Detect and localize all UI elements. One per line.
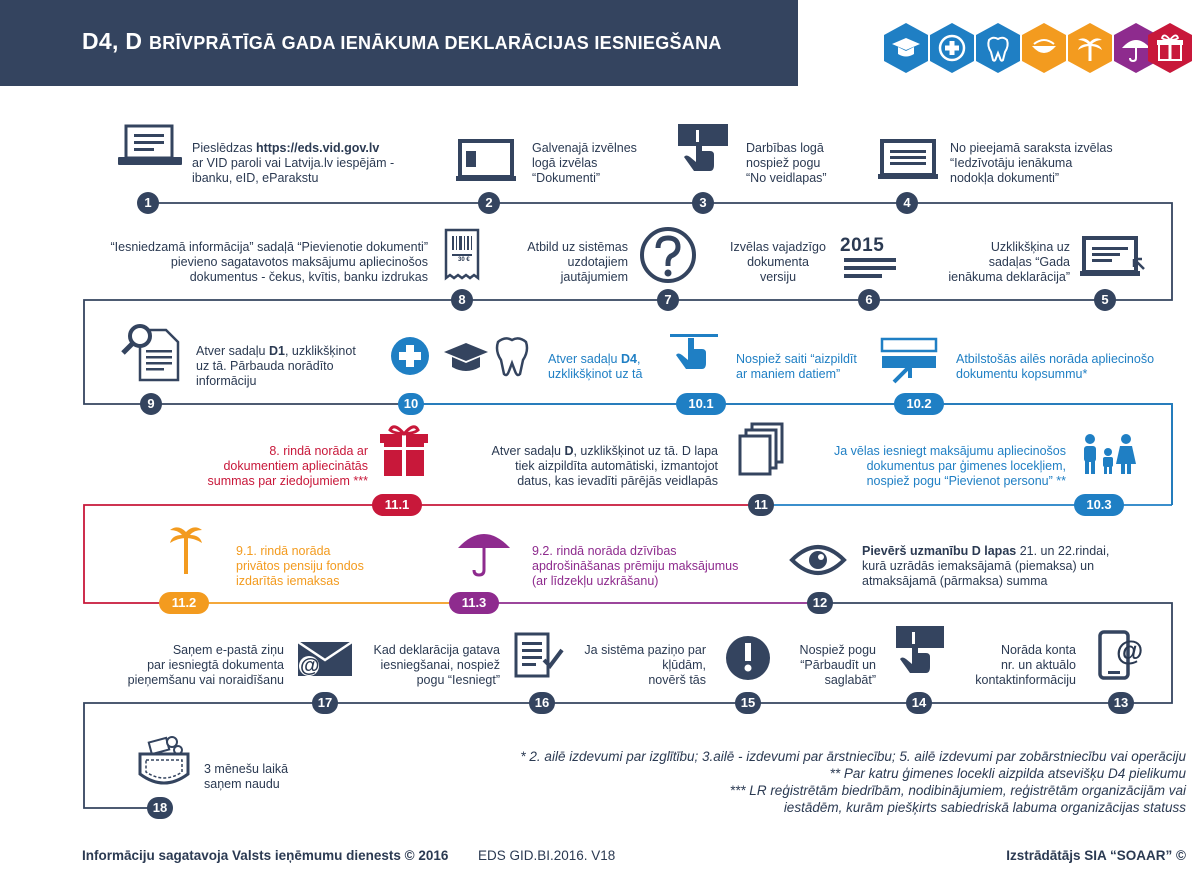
- pointing-hand-icon: [670, 334, 718, 369]
- step-11-3-text: [532, 544, 738, 589]
- at-sign: @: [1116, 635, 1144, 666]
- document-monitor-icon: [118, 126, 182, 165]
- button-press-icon: [678, 124, 728, 171]
- step-2-badge: 2: [478, 192, 500, 214]
- step-2-l2: logā izvēlas: [532, 156, 598, 170]
- step-11-l2: tiek aizpildīta automātiski, izmantojot: [515, 459, 718, 473]
- step-8-l3: dokumentus - čekus, kvītis, banku izdrukas: [189, 270, 428, 284]
- step-11-2-l1: 9.1. rindā norāda: [236, 544, 331, 558]
- footnotes: [486, 748, 1186, 816]
- step-4-l3: nodokļa dokumenti”: [950, 171, 1060, 185]
- footer-code: EDS GID.BI.2016. V18: [478, 848, 616, 863]
- step-12-text: [862, 544, 1109, 589]
- footer-developer: Izstrādātājs SIA “SOAAR” ©: [1006, 848, 1186, 863]
- step-10-3-l3: nospiež pogu “Pievienot personu” **: [866, 474, 1066, 488]
- step-10-badge: 10: [398, 393, 424, 415]
- step-3-l1: Darbības logā: [746, 141, 824, 155]
- eds-link[interactable]: https://eds.vid.gov.lv: [255, 141, 380, 155]
- step-13-badge: 13: [1108, 692, 1134, 714]
- step-7-l2: uzdotajiem: [567, 255, 628, 269]
- step-9-l3: informāciju: [196, 374, 257, 388]
- step-4-l1: No pieejamā saraksta izvēlas: [950, 141, 1113, 155]
- step-5-l1: Uzklikšķina uz: [990, 240, 1070, 254]
- graduation-cap-icon: [444, 343, 488, 371]
- step-16-l2: iesniegšanai, nospiež: [380, 658, 500, 672]
- magnifier-document-icon: [123, 326, 178, 380]
- step-1-l2: ar VID paroli vai Latvija.lv iespējām -: [192, 156, 395, 170]
- tooth-icon: [497, 338, 527, 375]
- step-6-l3: versiju: [759, 270, 797, 284]
- step-1-text: [192, 141, 394, 186]
- list-window-icon: [878, 141, 938, 179]
- step-16-l3: pogu “Iesniegt”: [416, 673, 500, 687]
- step-5-l2: sadaļas “Gada: [988, 255, 1070, 269]
- step-11-1-l2: dokumentiem apliecinātās: [223, 459, 368, 473]
- step-11-pre: Atver sadaļu: [491, 444, 565, 458]
- step-18-l2: saņem naudu: [204, 777, 280, 791]
- step-15-badge: 15: [735, 692, 761, 714]
- window-icon: [456, 141, 516, 181]
- step-11-bold: D: [564, 444, 574, 458]
- step-10-1-l1: Nospiež saiti “aizpildīt: [736, 352, 857, 366]
- step-18-l1: 3 mēnešu laikā: [204, 762, 289, 776]
- step-9-bold: D1: [268, 344, 285, 358]
- envelope-at-sign: @: [300, 655, 320, 677]
- step-14-l1: Nospiež pogu: [799, 643, 876, 657]
- year-icon: [844, 258, 896, 278]
- step-3-l3: “No veidlapas”: [746, 171, 827, 185]
- step-13-text: [975, 643, 1076, 688]
- footer-credit: Informāciju sagatavoja Valsts ieņēmumu dienests © 2016: [82, 848, 449, 863]
- step-2-l1: Galvenajā izvēlnes: [532, 141, 637, 155]
- step-12-badge: 12: [807, 592, 833, 614]
- step-10-post: ,: [636, 352, 641, 366]
- step-11-1-badge: 11.1: [372, 494, 422, 516]
- eye-icon: [792, 547, 844, 573]
- step-10-text: [548, 352, 642, 382]
- step-11-3-l2: apdrošināšanas prēmiju maksājumus: [532, 559, 739, 573]
- step-3-badge: 3: [692, 192, 714, 214]
- step-1-pre: Pieslēdzas: [192, 141, 256, 155]
- step-11-2-l3: izdarītās iemaksas: [236, 574, 340, 588]
- document-check-icon: [516, 634, 562, 676]
- step-11-post: , uzklikšķinot uz tā. D lapa: [573, 444, 718, 458]
- step-9-badge: 9: [140, 393, 162, 415]
- form-arrow-icon: [882, 339, 936, 382]
- step-11-badge: 11: [748, 494, 774, 516]
- step-2-l3: “Dokumenti”: [532, 171, 601, 185]
- step-10-1-l2: ar maniem datiem”: [736, 367, 841, 381]
- question-mark-icon: [642, 229, 694, 281]
- step-15-l1: Ja sistēma paziņo par: [584, 643, 706, 657]
- year-label: 2015: [840, 235, 885, 256]
- footnote-1: * 2. ailē izdevumi par izglītību; 3.ailē - izdevumi par ārstniecību; 5. ailē izdevumi par zobārstniecību vai operāciju: [520, 749, 1186, 764]
- step-4-l2: “Iedzīvotāju ienākuma: [950, 156, 1073, 170]
- step-12-l3: atmaksājamā (pārmaksa) summa: [862, 574, 1048, 588]
- step-5-text: [948, 240, 1070, 285]
- step-14-text: [800, 643, 876, 688]
- footnote-3a: *** LR reģistrētām biedrībām, nodibinājumiem, reģistrētām organizācijām vai: [729, 783, 1186, 798]
- step-11-2-text: [236, 544, 364, 589]
- step-11-3-l1: 9.2. rindā norāda dzīvības: [532, 544, 677, 558]
- step-13-l3: kontaktinformāciju: [975, 673, 1076, 687]
- flow-lines: [84, 203, 1172, 808]
- step-2-text: [532, 141, 637, 186]
- step-15-l2: kļūdām,: [662, 658, 706, 672]
- gift-icon: [380, 427, 428, 476]
- step-12-bold: Pievērš uzmanību D lapas: [862, 544, 1017, 558]
- step-11-1-text: [208, 444, 368, 489]
- step-7-badge: 7: [657, 289, 679, 311]
- step-12-l2: kurā uzrādās iemaksājamā (piemaksa) un: [862, 559, 1095, 573]
- step-5-l3: ienākuma deklarācija”: [948, 270, 1070, 284]
- step-4-badge: 4: [896, 192, 918, 214]
- step-10-2-l2: dokumentu kopsummu*: [956, 367, 1088, 381]
- step-11-l3: datus, kas ievadīti pārējās veidlapās: [517, 474, 718, 488]
- step-17-text: [128, 643, 284, 688]
- step-10-1-badge: 10.1: [676, 393, 726, 415]
- step-7-text: [527, 240, 628, 285]
- step-10-3-badge: 10.3: [1074, 494, 1124, 516]
- step-16-text: [374, 643, 500, 688]
- footnote-2: ** Par katru ģimenes locekli aizpilda atsevišķu D4 pielikumu: [829, 766, 1186, 781]
- step-10-2-l1: Atbilstošās ailēs norāda apliecinošo: [956, 352, 1155, 366]
- step-18-badge: 18: [147, 797, 173, 819]
- receipt-amount: 30 €: [458, 257, 470, 263]
- step-8-text: [110, 240, 428, 285]
- step-10-1-text: [736, 352, 857, 382]
- step-13-l2: nr. un aktuālo: [1000, 658, 1076, 672]
- step-11-2-l2: privātos pensiju fondos: [236, 559, 364, 573]
- step-6-l2: dokumenta: [747, 255, 809, 269]
- step-5-badge: 5: [1094, 289, 1116, 311]
- stacked-documents-icon: [740, 424, 782, 474]
- step-15-l3: novērš tās: [648, 673, 706, 687]
- step-8-l2: pievieno sagatavotos maksājumu apliecinošos: [170, 255, 428, 269]
- step-16-l1: Kad deklarācija gatava: [373, 643, 500, 657]
- step-11-2-badge: 11.2: [159, 592, 209, 614]
- step-9-text: [196, 344, 356, 389]
- step-15-text: [584, 643, 706, 688]
- step-11-text: [491, 444, 718, 489]
- umbrella-icon: [458, 534, 510, 575]
- step-10-3-text: [834, 444, 1066, 489]
- step-17-l2: par iesniegtā dokumenta: [147, 658, 284, 672]
- family-icon: [1084, 434, 1136, 474]
- step-7-l1: Atbild uz sistēmas: [527, 240, 628, 254]
- step-10-3-l1: Ja vēlas iesniegt maksājumu apliecinošos: [833, 444, 1066, 458]
- step-3-l2: nospiež pogu: [746, 156, 821, 170]
- step-17-badge: 17: [312, 692, 338, 714]
- step-4-text: [950, 141, 1113, 186]
- step-13-l1: Norāda konta: [1000, 643, 1076, 657]
- footnote-3b: iestādēm, kurām piešķirts sabiedriskā labuma organizācijas statuss: [783, 800, 1186, 815]
- step-17-l3: pieņemšanu vai noraidīšanu: [127, 673, 284, 687]
- step-9-l2: uz tā. Pārbauda norādīto: [196, 359, 334, 373]
- step-12-post: 21. un 22.rindai,: [1016, 544, 1110, 558]
- step-6-badge: 6: [858, 289, 880, 311]
- title-main: D4, D: [82, 28, 143, 54]
- step-8-badge: 8: [451, 289, 473, 311]
- pension-palm-icon: [170, 527, 202, 574]
- step-14-l3: saglabāt”: [824, 673, 876, 687]
- step-11-1-l1: 8. rindā norāda ar: [269, 444, 368, 458]
- step-10-pre: Atver sadaļu: [548, 352, 621, 366]
- step-10-2-text: [956, 352, 1154, 382]
- medical-cross-icon: [391, 337, 429, 375]
- step-16-badge: 16: [529, 692, 555, 714]
- step-14-l2: “Pārbaudīt un: [800, 658, 876, 672]
- step-10-l2: uzklikšķinot uz tā: [548, 367, 643, 381]
- step-10-2-badge: 10.2: [894, 393, 944, 415]
- step-17-l1: Saņem e-pastā ziņu: [172, 643, 284, 657]
- step-8-l1: “Iesniedzamā informācija” sadaļā “Pievienotie dokumenti”: [110, 240, 428, 254]
- window-cursor-icon: [1080, 238, 1144, 276]
- step-10-bold: D4: [620, 352, 637, 366]
- pocket-money-icon: [140, 737, 188, 783]
- exclamation-icon: [726, 636, 770, 680]
- step-1-l3: ibanku, eID, eParakstu: [192, 171, 319, 185]
- step-11-1-l3: summas par ziedojumiem ***: [207, 474, 368, 488]
- title-rest: BRĪVPRĀTĪGĀ GADA IENĀKUMA DEKLARĀCIJAS IESNIEGŠANA: [149, 33, 722, 53]
- step-18-text: [204, 762, 288, 792]
- step-6-l1: Izvēlas vajadzīgo: [730, 240, 826, 254]
- step-9-post: , uzklikšķinot: [284, 344, 356, 358]
- step-11-3-badge: 11.3: [449, 592, 499, 614]
- step-6-text: [718, 240, 838, 285]
- step-3-text: [746, 141, 827, 186]
- step-7-l3: jautājumiem: [560, 270, 628, 284]
- step-14-badge: 14: [906, 692, 932, 714]
- step-10-3-l2: dokumentus par ģimenes locekļiem,: [866, 459, 1066, 473]
- step-11-3-l3: (ar līdzekļu uzkrāšanu): [532, 574, 659, 588]
- button-press-icon: [896, 626, 944, 673]
- receipt-icon: [446, 230, 478, 278]
- step-1-badge: 1: [137, 192, 159, 214]
- step-9-pre: Atver sadaļu: [196, 344, 269, 358]
